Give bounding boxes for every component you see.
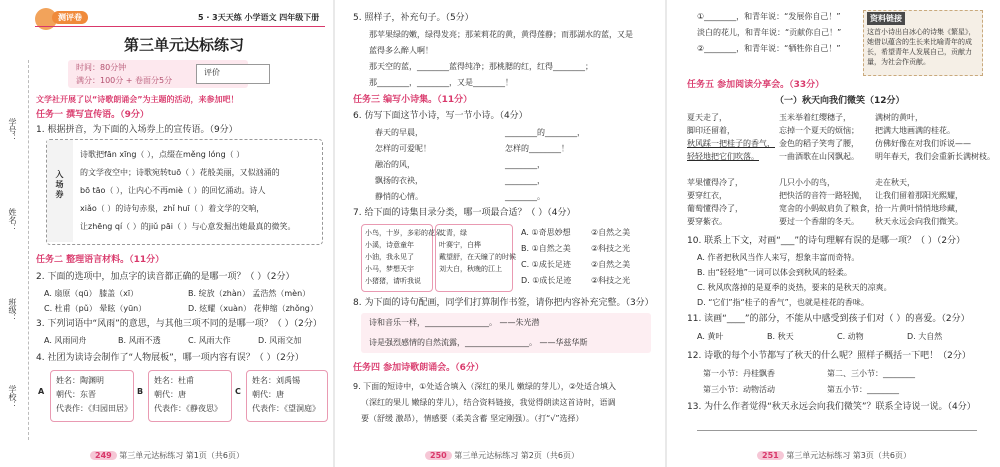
- col3-line-3: 仿佛好像在对我们诉说——: [875, 139, 971, 148]
- question-12: 12. 诗歌的每个小节都写了秋天的什么呢？照样子概括一下吧！（2分）: [687, 351, 971, 361]
- question-3: 3. 下列词语中“风雨”的意思，与其他三项不同的是哪一项？（ ）（2分）: [36, 319, 322, 329]
- page-249: [0, 0, 333, 467]
- q10-option-c: C. 秋风吹落掉的是夏季的炎热，要来的是秋天的凉爽。: [697, 283, 892, 292]
- q12-line-3: 第三小节：动物活动: [703, 385, 775, 394]
- full-score: 满分：100分 + 卷面分5分: [76, 76, 173, 85]
- toc1-item-5: 小猪猪，请听我说: [365, 277, 421, 285]
- q7-option-d-2: ②科技之光: [591, 276, 631, 285]
- q11-option-d: D. 大自然: [907, 332, 943, 341]
- q10-option-b: B. 由“轻轻地”一词可以体会到秋风的轻柔。: [697, 268, 852, 277]
- footer: [425, 450, 579, 461]
- question-4: 4. 社团为读诗会制作了“人物展板”，哪一项内容有误？（ ）（2分）: [36, 353, 304, 363]
- poem-right-2: 怎样的________！: [505, 144, 569, 153]
- q11-option-a: A. 黄叶: [697, 332, 724, 341]
- side-name: 姓名：: [8, 208, 17, 232]
- poem-left-2: 怎样的可爱呢！: [375, 144, 431, 153]
- poem-right-5: ________。: [505, 192, 545, 201]
- ticket-line-5: 让zhēng qí（ ）的jiǔ pāi（ ）与心意发掘出她最真的微笑。: [80, 222, 296, 231]
- time-limit: 时间：80分钟: [76, 63, 127, 72]
- card-a-dynasty: 朝代：东晋: [56, 390, 96, 399]
- ticket-line-4: xiǎo（ ）的诗句赤泉，zhǐ huī（ ）着文学的交响，: [80, 204, 265, 213]
- card-letter-c: C: [235, 387, 241, 396]
- card-letter-b: B: [137, 387, 144, 396]
- task4-heading: 任务四 参加诗歌朗诵会。（6分）: [353, 363, 484, 373]
- card-a-work: 代表作：《归园田居》: [56, 404, 132, 413]
- col1-line-4: 轻轻地把它们吹落。: [687, 152, 759, 161]
- task3-heading: 任务三 编写小诗集。（11分）: [353, 95, 473, 105]
- page-251: [667, 0, 1000, 467]
- col3-line-1: 满树的黄叶，: [875, 113, 923, 122]
- page-number: 250: [425, 451, 452, 460]
- poem-right-4: ________，: [505, 176, 545, 185]
- short-poem-line-3: ②________，和青年说：“牺牲你自己！”: [697, 44, 841, 53]
- q3-option-d: D. 风雨交加: [258, 336, 302, 345]
- toc1-item-3: 小油，我永见了: [365, 253, 414, 261]
- task1-heading: 任务一 撰写宣传语。（9分）: [36, 110, 149, 120]
- q7-option-b-1: B. ①自然之美: [521, 244, 571, 253]
- col3-line-9: 秋天永远会向我们微笑。: [875, 217, 963, 226]
- question-9: 9. 下面的短诗中，①处适合填入（深红的果儿 嫩绿的芽儿），②处适合填入: [353, 382, 617, 391]
- q10-option-d: D. “它们”指“桂子的香气”，也就是桂花的香味。: [697, 298, 869, 307]
- q2-option-d: D. 炫耀（xuàn） 花伸缩（zhǒng）: [188, 304, 318, 313]
- q3-option-a: A. 风雨同舟: [44, 336, 87, 345]
- col2-line-4: 一曲酒歌在山冈飘起。: [779, 152, 859, 161]
- col3-line-8: 拾一片黄叶悄悄地珍藏，: [875, 204, 963, 213]
- card-b-work: 代表作：《静夜思》: [154, 404, 222, 413]
- q9-line-2: 要（舒缓 激昂），情感要（柔美含蓄 坚定刚强）。（打“√”选择）: [361, 414, 584, 423]
- footer-text: 第三单元达标练习 第1页（共6页）: [119, 451, 244, 460]
- series-label: 5 · 3天天练 小学语文 四年级下册: [198, 13, 320, 22]
- col2-line-8: 宽舍的小蚂蚁肩负了粮食，: [779, 204, 875, 213]
- card-c-name: 姓名：刘禹锡: [252, 376, 300, 385]
- q7-option-a-1: A. ①奇思妙想: [521, 228, 571, 237]
- card-b-name: 姓名：杜甫: [154, 376, 194, 385]
- col1-line-3: 秋风踩一把桂子的香气，: [687, 139, 775, 148]
- q7-option-b-2: ②科技之光: [591, 244, 631, 253]
- ticket-line-3: bō tāo（ ），让内心不再miè（ ）的回忆涌动。诗人: [80, 186, 266, 195]
- page-number: 251: [757, 451, 784, 460]
- task5-heading: 任务五 参加阅读分享会。（33分）: [687, 80, 825, 90]
- q2-option-a: A. 扇原（qū） 膝盖（xī）: [44, 289, 139, 298]
- question-2: 2. 下面的选项中，加点字的读音都正确的是哪一项？（ ）（2分）: [36, 272, 295, 282]
- col1-line-1: 夏天走了，: [687, 113, 727, 122]
- poem-left-5: 静悄的心情。: [375, 192, 423, 201]
- card-c-dynasty: 朝代：唐: [252, 390, 284, 399]
- question-13: 13. 为什么作者觉得“秋天永远会向我们微笑”？联系全诗说一说。（4分）: [687, 402, 976, 412]
- q9-line-1: （深红的果儿 嫩绿的芽儿），结合资料链接，我觉得朗读这首诗时，语调: [361, 398, 616, 407]
- col2-line-2: 忘掉一个夏天的烦恼；: [779, 126, 859, 135]
- reference-note-title: 资料链接: [867, 12, 905, 25]
- q11-option-b: B. 秋天: [767, 332, 794, 341]
- task2-heading: 任务二 整理语言材料。（11分）: [36, 255, 165, 265]
- answer-line[interactable]: [697, 430, 977, 431]
- q3-option-b: B. 风雨不透: [118, 336, 161, 345]
- q5-line-4: 那________，________，又是________！: [369, 78, 513, 87]
- poem-right-1: ________的________，: [505, 128, 585, 137]
- toc1-item-1: 小鸟，十岁，多彩的花朵: [365, 229, 442, 237]
- q2-option-b: B. 绽放（zhàn） 孟浩然（mèn）: [188, 289, 311, 298]
- q5-line-1: 那苹果绿的嫩，绿得发亮；那茉莉花的黄，黄得莲静；而那湖水的蓝，又是: [369, 30, 633, 39]
- q7-option-d-1: D. ①成长足迹: [521, 276, 572, 285]
- col3-line-6: 走在秋天，: [875, 178, 915, 187]
- header-rule: [35, 26, 325, 27]
- poem-left-1: 春天的早晨，: [375, 128, 423, 137]
- q2-option-c: C. 杜甫（pǔ） 晕眩（yūn）: [44, 304, 147, 313]
- col1-line-8: 葡萄懂得冷了，: [687, 204, 743, 213]
- col1-line-6: 苹果懂得冷了，: [687, 178, 743, 187]
- footer: [90, 450, 244, 461]
- q5-line-3: 那天空的蓝，________蓝得纯净；那桃腮的红，红得________；: [369, 62, 593, 71]
- toc2-item-3: 戴望舒，在天瞳了的时候: [439, 253, 516, 261]
- reading-title: （一）秋天向我们微笑（12分）: [775, 96, 905, 106]
- q7-option-a-2: ②自然之美: [591, 228, 631, 237]
- question-7: 7. 给下面的诗集目录分类，哪一项最合适？（ ）（4分）: [353, 208, 576, 218]
- col1-line-2: 脚印还留着，: [687, 126, 735, 135]
- footer-text: 第三单元达标练习 第3页（共6页）: [786, 451, 911, 460]
- side-school: 学校：: [8, 385, 17, 409]
- card-b-dynasty: 朝代：唐: [154, 390, 186, 399]
- col2-line-9: 要过一个香甜的冬天。: [779, 217, 859, 226]
- binding-strip: [2, 60, 29, 440]
- question-10: 10. 联系上下文，对画“___”的诗句理解有误的是哪一项？（ ）（2分）: [687, 236, 966, 246]
- exam-badge: 测评卷: [52, 11, 88, 24]
- q7-option-c-1: C. ①成长足迹: [521, 260, 571, 269]
- col1-line-7: 要穿红衣，: [687, 191, 727, 200]
- side-class: 班级：: [8, 298, 17, 322]
- intro-text: 文学社开展了以“诗歌朗诵会”为主题的活动，来参加吧！: [36, 95, 239, 104]
- q3-option-c: C. 风雨大作: [188, 336, 231, 345]
- page-number: 249: [90, 451, 117, 460]
- question-11: 11. 读画“____”的部分，不能从中感受到孩子们对（ ）的喜爱。（2分）: [687, 314, 970, 324]
- ticket-line-2: 的文学夜空中；诗歌宛转tuō（ ）花般美丽，又似汹涌的: [80, 168, 280, 177]
- q11-option-c: C. 动物: [837, 332, 864, 341]
- card-letter-a: A: [38, 387, 45, 396]
- bookmark-line-1: 诗和音乐一样，________________。 ——朱光潜: [369, 318, 540, 327]
- q12-line-1: 第一小节：丹桂飘香: [703, 369, 775, 378]
- toc2-item-1: 艾青，绿: [439, 229, 467, 237]
- col2-line-1: 玉米举着红缨穗子，: [779, 113, 851, 122]
- col2-line-6: 几只小小的鸟，: [779, 178, 835, 187]
- toc2-item-2: 叶赛宁，白桦: [439, 241, 481, 249]
- col3-line-4: 明年春天，我们会重新长满树枝。: [875, 152, 995, 161]
- bookmark-line-2: 诗是强烈感情的自然流露，________________。 ——华兹华斯: [369, 338, 588, 347]
- page-title: 第三单元达标练习: [124, 36, 245, 54]
- toc2-item-4: 刘大白，秋晚的江上: [439, 265, 502, 273]
- footer: [757, 450, 911, 461]
- short-poem-line-1: ①________，和青年说：“发展你自己！”: [697, 12, 841, 21]
- col1-line-9: 要穿紫衣。: [687, 217, 727, 226]
- card-a-name: 姓名：陶渊明: [56, 376, 104, 385]
- col3-line-7: 让我们留着那阳光熙耀，: [875, 191, 963, 200]
- footer-text: 第三单元达标练习 第2页（共6页）: [454, 451, 579, 460]
- poem-left-4: 飘扬的衣袂，: [375, 176, 423, 185]
- side-student-no: 学号：: [8, 118, 17, 142]
- q12-line-4: 第五小节：________: [827, 385, 899, 394]
- col2-line-3: 金色的稻子笑弯了腰，: [779, 139, 859, 148]
- question-6: 6. 仿写下面这节小诗，写一节小诗。（4分）: [353, 111, 528, 121]
- question-5: 5. 照样子，补充句子。（5分）: [353, 13, 474, 23]
- card-c-work: 代表作：《望洞庭》: [252, 404, 320, 413]
- q7-option-c-2: ②自然之美: [591, 260, 631, 269]
- reference-note-text: 这首小诗出自冰心的诗集《繁星》，她借以蕴含的生长来比喻青年的成长，希望青年人发展自己，贡献力量，为社会作贡献。: [867, 28, 976, 66]
- page-250: [335, 0, 665, 467]
- toc1-item-4: 小马，梦想天宇: [365, 265, 414, 273]
- col3-line-2: 把满大地画满的桂花。: [875, 126, 955, 135]
- q10-option-a: A. 作者把秋风当作人来写，想象丰富而奇特。: [697, 253, 860, 262]
- col2-line-7: 把快活的音符一路轻抛，: [779, 191, 867, 200]
- question-1: 1. 根据拼音，为下面的入场券上的宣传语。（9分）: [36, 125, 238, 135]
- q12-line-2: 第二、三小节：________: [827, 369, 915, 378]
- poem-right-3: ________，: [505, 160, 545, 169]
- poem-left-3: 融冶的风，: [375, 160, 415, 169]
- question-8: 8. 为下面的诗句配画，同学们打算制作书签，请你把内容补充完整。（3分）: [353, 298, 654, 308]
- ticket-label: 入场券: [55, 170, 64, 200]
- toc1-item-2: 小溪，诗意童年: [365, 241, 414, 249]
- ticket-line-1: 诗歌把fān xīng（ ），点缀在měng lóng（ ）: [80, 150, 245, 159]
- eval-label: 评价: [204, 68, 220, 77]
- short-poem-line-2: 淡白的花儿，和青年说：“贡献你自己！”: [697, 28, 842, 37]
- q5-line-2: 蓝得多么醉人啊！: [369, 46, 433, 55]
